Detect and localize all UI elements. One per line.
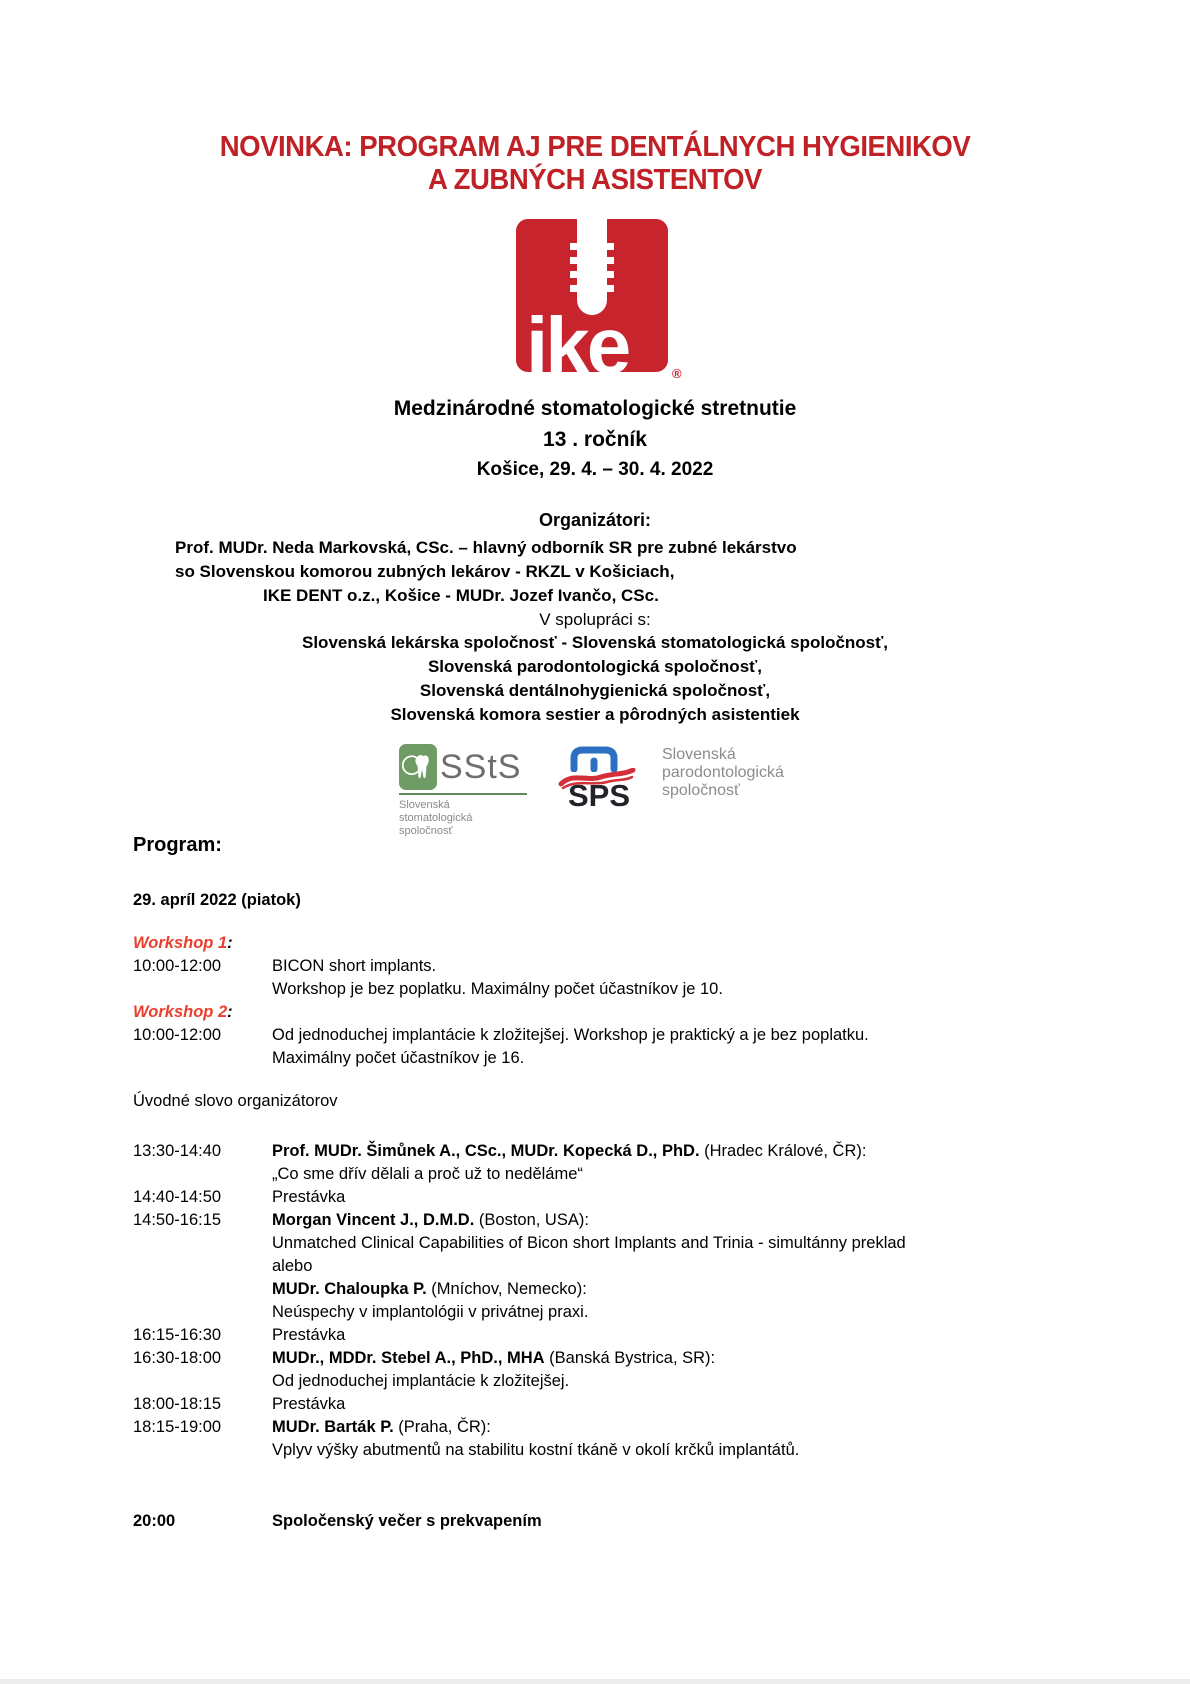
registered-trademark-mark: ®	[672, 366, 682, 381]
ssts-tooth-icon	[399, 744, 437, 790]
ssts-logo	[399, 744, 559, 838]
program-day1-heading: 29. apríl 2022 (piatok)	[133, 891, 301, 909]
sps-name-line: parodontologická	[662, 764, 784, 781]
workshop1-label	[133, 932, 1135, 955]
session-origin: (Boston, USA):	[474, 1211, 589, 1229]
schedule-row	[133, 955, 1135, 978]
time-spacer	[133, 978, 272, 1001]
session-desc	[272, 1140, 1135, 1163]
session-speaker: Prof. MUDr. Šimůnek A., CSc., MUDr. Kopecká D., PhD.	[272, 1142, 700, 1160]
session-time: 20:00	[133, 1512, 176, 1530]
ssts-name-line: Slovenská	[399, 799, 450, 811]
intro-line: Úvodné slovo organizátorov	[133, 1092, 338, 1110]
session-origin: (Praha, ČR):	[393, 1418, 491, 1436]
ike-logo	[516, 219, 668, 390]
session-time: 18:00-18:15	[133, 1395, 222, 1413]
session-text: Prestávka	[272, 1188, 346, 1206]
session-time: 16:30-18:00	[133, 1349, 222, 1367]
ike-logo-text: ike	[526, 301, 629, 390]
session-line: Unmatched Clinical Capabilities of Bicon short Implants and Trinia - simultánny preklad	[272, 1234, 906, 1252]
event-location-dates: Košice, 29. 4. – 30. 4. 2022	[476, 459, 714, 480]
ssts-name-line: spoločnosť	[399, 825, 453, 837]
session-line: Vplyv výšky abutmentů na stabilitu kostní tkáně v okolí krčků implantátů.	[272, 1441, 800, 1459]
workshop1-label-text: Workshop 1	[133, 934, 228, 952]
cooperation-line: Slovenská parodontologická spoločnosť,	[427, 657, 763, 676]
organizer-line: IKE DENT o.z., Košice - MUDr. Jozef Ivančo, CSc.	[263, 586, 659, 605]
time-spacer	[133, 1439, 272, 1462]
organizer-line: so Slovenskou komorou zubných lekárov - RKZL v Košiciach,	[175, 562, 675, 581]
time-spacer	[133, 1047, 272, 1070]
event-title-block	[0, 393, 1190, 484]
cooperation-line: Slovenská lekárska spoločnosť - Slovenská stomatologická spoločnosť,	[302, 633, 888, 652]
session-title: BICON short implants.	[272, 957, 437, 975]
session-text: Spoločenský večer s prekvapením	[272, 1512, 542, 1530]
workshop2-label-text: Workshop 2	[133, 1003, 228, 1021]
schedule-row	[133, 1232, 1135, 1255]
schedule-row	[133, 1393, 1135, 1416]
workshop2-colon: :	[227, 1003, 233, 1021]
sps-name-line: Slovenská	[662, 746, 736, 763]
session-line: „Co sme dřív dělali a proč už to neděláme“	[272, 1165, 583, 1183]
session-line: Od jednoduchej implantácie k zložitejšej.	[272, 1372, 570, 1390]
session-title: Od jednoduchej implantácie k zložitejšej. Workshop je praktický a je bez poplatku.	[272, 1026, 869, 1044]
session-speaker: MUDr. Barták P.	[272, 1418, 394, 1436]
session-time: 14:50-16:15	[133, 1211, 222, 1229]
sps-logo	[558, 746, 784, 812]
schedule-row	[133, 1324, 1135, 1347]
session-speaker: MUDr., MDDr. Stebel A., PhD., MHA	[272, 1349, 545, 1367]
organizers-heading: Organizátori:	[538, 510, 651, 530]
schedule-row	[133, 1163, 1135, 1186]
sessions-list	[133, 1140, 1135, 1462]
schedule-row	[133, 1140, 1135, 1163]
session-time: 10:00-12:00	[133, 957, 222, 975]
banner-line2: A ZUBNÝCH ASISTENTOV	[428, 164, 762, 196]
workshop2-label	[133, 1001, 1135, 1024]
session-text: Prestávka	[272, 1395, 346, 1413]
cooperation-line: Slovenská komora sestier a pôrodných asistentiek	[390, 705, 800, 724]
schedule-row	[133, 1370, 1135, 1393]
session-desc	[272, 1209, 1135, 1232]
time-spacer	[133, 1301, 272, 1324]
program-heading: Program:	[133, 834, 222, 856]
time-spacer	[133, 1232, 272, 1255]
schedule-row	[133, 1255, 1135, 1278]
sps-name-line: spoločnosť	[662, 782, 741, 799]
cooperation-label: V spolupráci s:	[539, 610, 651, 629]
workshop1-colon: :	[227, 934, 233, 952]
page-bottom-edge	[0, 1679, 1190, 1684]
session-time: 13:30-14:40	[133, 1142, 222, 1160]
session-line: Neúspechy v implantológii v privátnej praxi.	[272, 1303, 589, 1321]
session-desc	[272, 1416, 1135, 1439]
session-note: Maximálny počet účastníkov je 16.	[272, 1049, 525, 1067]
session-speaker: Morgan Vincent J., D.M.D.	[272, 1211, 475, 1229]
time-spacer	[133, 1163, 272, 1186]
banner-heading	[30, 131, 1161, 197]
schedule-row	[133, 1186, 1135, 1209]
session-note: Workshop je bez poplatku. Maximálny počet účastníkov je 10.	[272, 980, 723, 998]
organizers-block	[0, 506, 1190, 727]
session-origin: (Mníchov, Nemecko):	[426, 1280, 587, 1298]
schedule-row	[133, 1024, 1135, 1047]
schedule-row	[133, 1209, 1135, 1232]
schedule-row	[133, 1278, 1135, 1301]
time-spacer	[133, 1255, 272, 1278]
session-time: 18:15-19:00	[133, 1418, 222, 1436]
schedule-row	[133, 978, 1135, 1001]
schedule-row	[133, 1347, 1135, 1370]
session-time: 10:00-12:00	[133, 1026, 222, 1044]
session-text: Prestávka	[272, 1326, 346, 1344]
session-line: alebo	[272, 1257, 313, 1275]
session-desc	[272, 1278, 1135, 1301]
ssts-name-line: stomatologická	[399, 812, 473, 824]
banner-line1: NOVINKA: PROGRAM AJ PRE DENTÁLNYCH HYGIENIKOV	[219, 131, 971, 163]
ssts-rule	[399, 793, 527, 795]
schedule-row	[133, 1301, 1135, 1324]
sps-abbr: SPS	[568, 778, 631, 813]
session-desc	[272, 1347, 1135, 1370]
session-time: 16:15-16:30	[133, 1326, 222, 1344]
program-section	[133, 832, 1135, 1533]
sps-name	[662, 746, 784, 812]
event-title: Medzinárodné stomatologické stretnutie	[393, 397, 797, 420]
evening-row	[133, 1510, 1135, 1533]
event-edition: 13 . ročník	[543, 428, 647, 451]
schedule-row	[133, 1047, 1135, 1070]
time-spacer	[133, 1278, 272, 1301]
schedule-row	[133, 1416, 1135, 1439]
cooperation-line: Slovenská dentálnohygienická spoločnosť,	[419, 681, 771, 700]
session-origin: (Hradec Králové, ČR):	[699, 1142, 867, 1160]
organizer-line: Prof. MUDr. Neda Markovská, CSc. – hlavný odborník SR pre zubné lekárstvo	[175, 538, 797, 557]
schedule-row	[133, 1439, 1135, 1462]
time-spacer	[133, 1370, 272, 1393]
session-time: 14:40-14:50	[133, 1188, 222, 1206]
session-speaker: MUDr. Chaloupka P.	[272, 1280, 427, 1298]
session-origin: (Banská Bystrica, SR):	[544, 1349, 716, 1367]
ssts-abbr: SStS	[440, 748, 522, 786]
